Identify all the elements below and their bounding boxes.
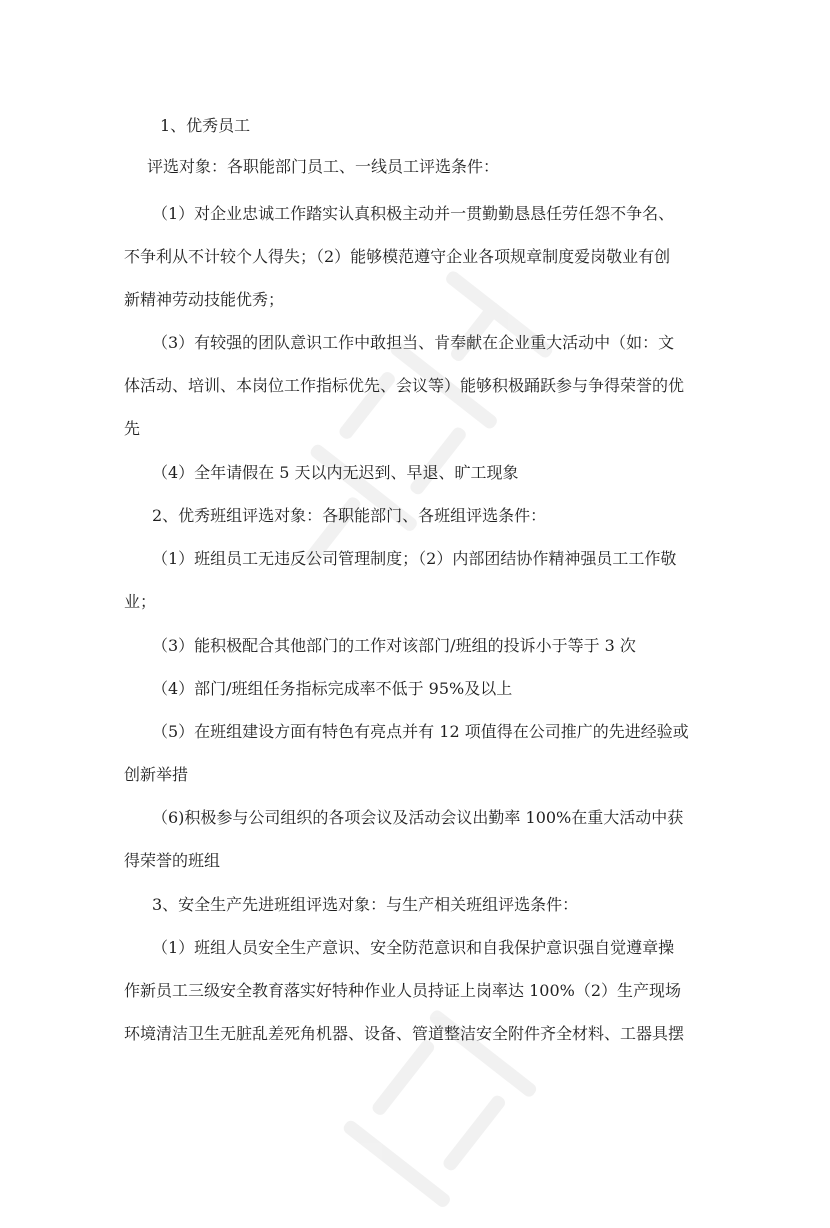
- paragraph-line: 评选对象：各职能部门员工、一线员工评选条件：: [147, 157, 500, 176]
- heading-excellent-employee: 1、优秀员工: [160, 116, 251, 135]
- paragraph-line: 不争利从不计较个人得失；（2）能够模范遵守企业各项规章制度爱岗敬业有创: [124, 247, 671, 266]
- paragraph-line: 创新举措: [124, 765, 189, 784]
- paragraph-line: （4）全年请假在 5 天以内无迟到、早退、旷工现象: [152, 463, 519, 482]
- paragraph-line: （5）在班组建设方面有特色有亮点并有 12 项值得在公司推广的先进经验或: [152, 722, 689, 741]
- paragraph-line: （3）能积极配合其他部门的工作对该部门/班组的投诉小于等于 3 次: [152, 636, 636, 655]
- paragraph-line: 作新员工三级安全教育落实好特种作业人员持证上岗率达 100%（2）生产现场: [124, 981, 682, 1000]
- paragraph-line: （6)积极参与公司组织的各项会议及活动会议出勤率 100%在重大活动中获: [152, 808, 684, 827]
- paragraph-line: 环境清洁卫生无脏乱差死角机器、设备、管道整洁安全附件齐全材料、工器具摆: [124, 1024, 685, 1043]
- paragraph-line: 得荣誉的班组: [124, 851, 221, 870]
- paragraph-line: （1）班组人员安全生产意识、安全防范意识和自我保护意识强自觉遵章操: [152, 938, 675, 957]
- paragraph-line: （1）对企业忠诚工作踏实认真积极主动并一贯勤勤恳恳任劳任怨不争名、: [152, 204, 675, 223]
- paragraph-line: 新精神劳动技能优秀；: [124, 290, 285, 309]
- paragraph-line: （4）部门/班组任务指标完成率不低于 95%及以上: [152, 679, 513, 698]
- heading-safety-team: 3、安全生产先进班组评选对象：与生产相关班组评选条件：: [152, 895, 579, 914]
- paragraph-line: 体活动、培训、本岗位工作指标优先、会议等）能够积极踊跃参与争得荣誉的优: [124, 376, 685, 395]
- paragraph-line: （1）班组员工无违反公司管理制度；（2）内部团结协作精神强员工工作敬: [152, 549, 677, 568]
- paragraph-line: 先: [124, 419, 141, 438]
- heading-excellent-team: 2、优秀班组评选对象：各职能部门、各班组评选条件：: [152, 506, 547, 525]
- paragraph-line: （3）有较强的团队意识工作中敢担当、肯奉献在企业重大活动中（如：文: [152, 333, 675, 352]
- paragraph-line: 业；: [124, 592, 157, 611]
